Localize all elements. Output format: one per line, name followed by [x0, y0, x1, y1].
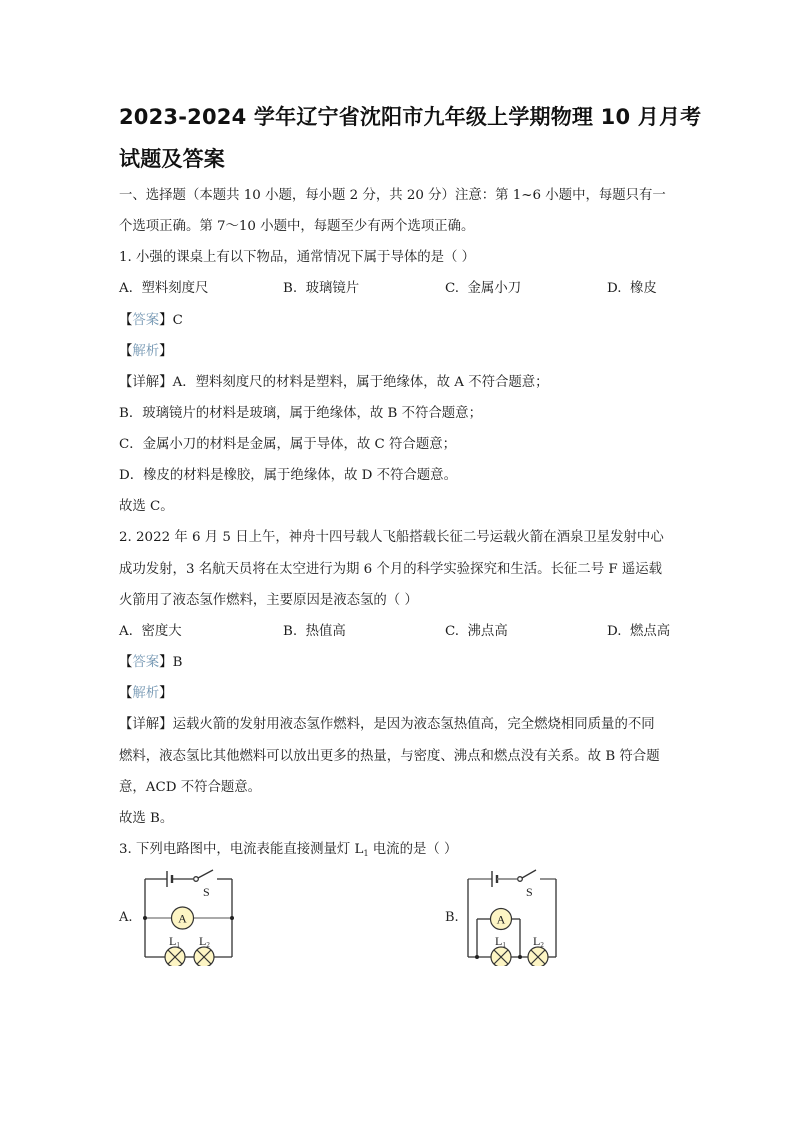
question-2-analysis-heading — [119, 686, 173, 702]
option-text: 玻璃镜片 — [305, 281, 360, 296]
option-text: 金属小刀 — [467, 281, 522, 296]
option-key: D. — [607, 281, 622, 296]
option-text: 橡皮 — [630, 281, 657, 296]
question-2-option-c — [445, 624, 508, 640]
stem-prefix: 3. 下列电路图中，电流表能直接测量灯 L — [119, 842, 364, 857]
option-key: A. — [119, 624, 133, 639]
question-2-option-d — [607, 624, 670, 640]
analysis-label: 解析 — [132, 344, 160, 359]
lamp-l1-label: L1 — [495, 934, 506, 949]
switch-label: S — [526, 885, 533, 899]
question-2-stem-line-1: 2. 2022 年 6 月 5 日上午，神舟十四号载人飞船搭载长征二号运载火箭在酒泉卫星发射中心 — [119, 530, 664, 545]
lamp-l1-icon — [491, 947, 511, 966]
bracket-open: 【 — [119, 313, 133, 328]
lamp-l2-icon — [528, 947, 548, 966]
question-1-detail-line-3: C．金属小刀的材料是金属，属于导体，故 C 符合题意； — [119, 437, 456, 452]
answer-label: 答案 — [132, 313, 160, 328]
question-1-detail-line-1 — [119, 375, 549, 391]
junction-dot — [143, 916, 147, 920]
bracket-close: 】 — [159, 686, 173, 701]
question-1-stem: 1. 小强的课桌上有以下物品，通常情况下属于导体的是（ ） — [119, 250, 476, 265]
ammeter-icon — [172, 907, 194, 929]
stem-suffix: 电流的是（ ） — [368, 842, 458, 857]
lamp-l2-label: L2 — [199, 934, 210, 949]
option-key: B. — [283, 281, 298, 296]
detail-text: 运载火箭的发射用液态氢作燃料，是因为液态氢热值高，完全燃烧相同质量的不同 — [172, 717, 655, 732]
answer-label: 答案 — [132, 655, 160, 670]
answer-value: C — [172, 313, 183, 328]
lamp-l2-icon — [194, 947, 214, 966]
circuit-diagram-b — [462, 866, 562, 966]
option-key: B. — [283, 624, 298, 639]
question-2-stem-line-2: 成功发射，3 名航天员将在太空进行为期 6 个月的科学实验探究和生活。长征二号 F 遥运载 — [119, 562, 663, 577]
question-2-option-a — [119, 624, 182, 640]
question-1-option-b — [283, 281, 359, 297]
question-1-detail-line-2: B．玻璃镜片的材料是玻璃，属于绝缘体，故 B 不符合题意； — [119, 406, 482, 421]
question-1-detail-line-4: D．橡皮的材料是橡胶，属于绝缘体，故 D 不符合题意。 — [119, 468, 457, 483]
option-key: C. — [445, 281, 460, 296]
question-1-option-d — [607, 281, 657, 297]
svg-text:A: A — [496, 912, 506, 927]
question-2-answer — [119, 655, 182, 671]
lamp-l1-icon — [165, 947, 185, 966]
lamp-l2-label: L2 — [533, 934, 544, 949]
option-text: 沸点高 — [467, 624, 508, 639]
question-3-option-b-label: B. — [445, 910, 459, 925]
ammeter-icon — [491, 909, 512, 930]
option-text: 密度大 — [141, 624, 182, 639]
question-2-stem-line-3: 火箭用了液态氢作燃料，主要原因是液态氢的（ ） — [119, 593, 418, 608]
question-1-option-c — [445, 281, 521, 297]
answer-value: B — [172, 655, 183, 670]
lamp-l1-label: L1 — [169, 934, 180, 949]
question-2-detail-line-1 — [119, 717, 655, 733]
question-2-detail-line-2: 燃料，液态氢比其他燃料可以放出更多的热量，与密度、沸点和燃点没有关系。故 B 符合题 — [119, 749, 660, 764]
option-key: C. — [445, 624, 460, 639]
document-title-line-1: 2023-2024 学年辽宁省沈阳市九年级上学期物理 10 月月考 — [119, 105, 702, 129]
section-intro-line-2: 个选项正确。第 7～10 小题中，每题至少有两个选项正确。 — [119, 219, 475, 234]
question-2-detail-line-3: 意，ACD 不符合题意。 — [119, 780, 262, 795]
svg-text:A: A — [178, 911, 187, 926]
section-intro-line-1: 一、选择题（本题共 10 小题，每小题 2 分，共 20 分）注意：第 1~6 小题中，每题只有一 — [119, 188, 666, 203]
detail-label: 【详解】 — [119, 717, 173, 732]
bracket-open: 【 — [119, 655, 133, 670]
detail-text: A．塑料刻度尺的材料是塑料，属于绝缘体，故 A 不符合题意； — [172, 375, 549, 390]
bracket-open: 【 — [119, 344, 133, 359]
detail-label: 【详解】 — [119, 375, 173, 390]
question-1-analysis-heading — [119, 344, 173, 360]
junction-dot — [475, 955, 479, 959]
analysis-label: 解析 — [132, 686, 160, 701]
option-key: D. — [607, 624, 622, 639]
switch-label: S — [203, 885, 210, 899]
option-text: 燃点高 — [630, 624, 671, 639]
question-1-answer — [119, 313, 183, 329]
junction-dot — [518, 955, 522, 959]
question-1-conclusion: 故选 C。 — [119, 499, 174, 514]
circuit-diagram-a — [141, 866, 241, 966]
question-2-option-b — [283, 624, 346, 640]
question-1-option-a — [119, 281, 208, 297]
question-3-option-a-label: A. — [119, 910, 133, 925]
bracket-close: 】 — [159, 655, 173, 670]
question-2-conclusion: 故选 B。 — [119, 811, 174, 826]
option-text: 塑料刻度尺 — [141, 281, 209, 296]
question-3-stem — [119, 842, 457, 862]
option-text: 热值高 — [305, 624, 346, 639]
bracket-open: 【 — [119, 686, 133, 701]
bracket-close: 】 — [159, 313, 173, 328]
stem-subscript: 1 — [363, 849, 369, 858]
junction-dot — [230, 916, 234, 920]
document-title-line-2: 试题及答案 — [119, 147, 225, 171]
bracket-close: 】 — [159, 344, 173, 359]
option-key: A. — [119, 281, 133, 296]
